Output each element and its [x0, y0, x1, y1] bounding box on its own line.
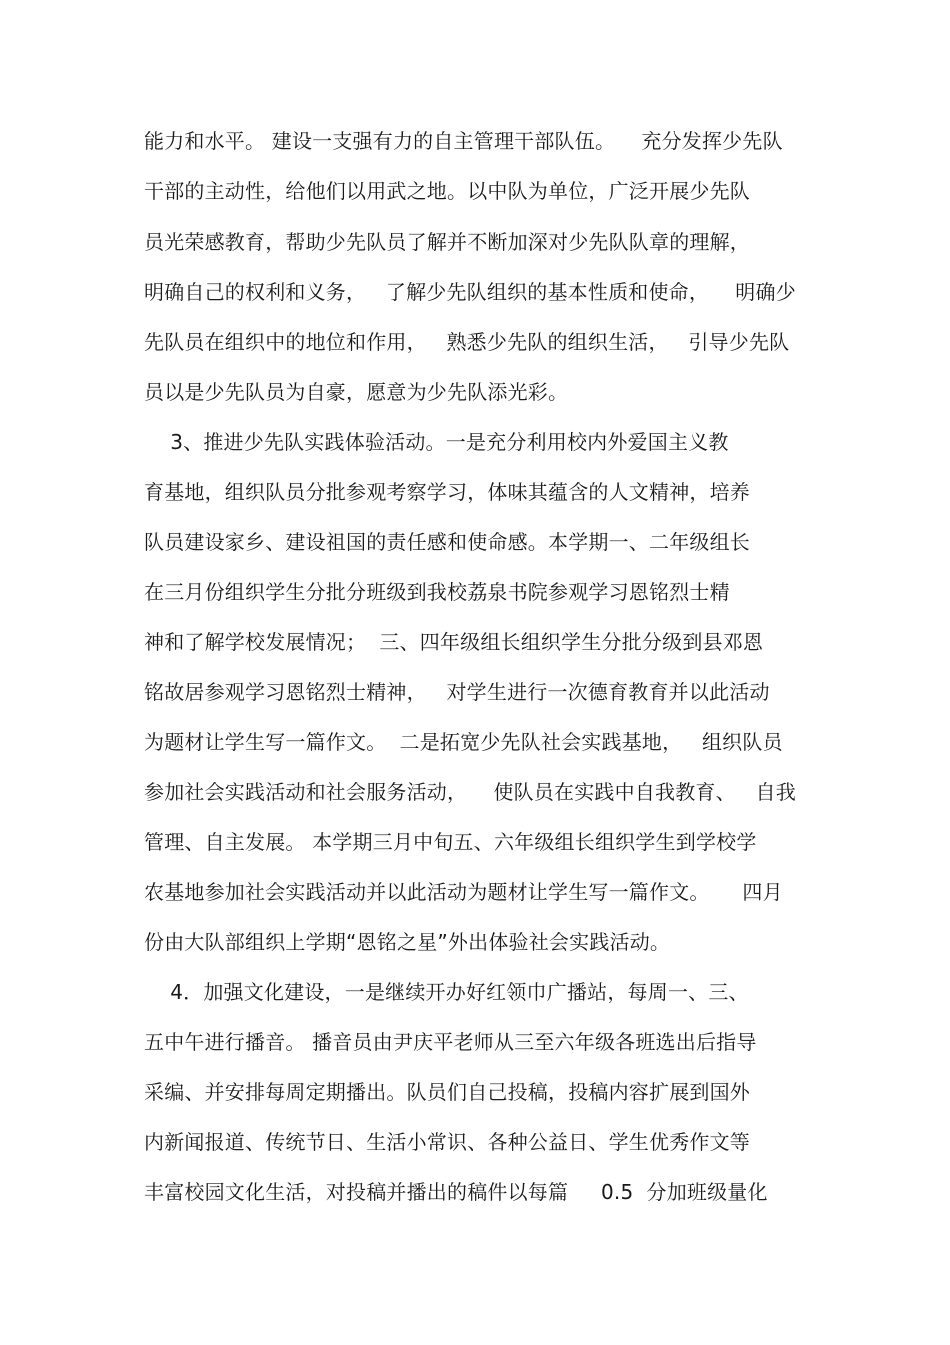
text-line: 管理、自主发展。 本学期三月中旬五、六年级组长组织学生到学校学: [144, 830, 757, 854]
text-line: 员光荣感教育，帮助少先队员了解并不断加深对少先队队章的理解，: [144, 230, 750, 254]
text-line: 铭故居参观学习恩铭烈士精神， 对学生进行一次德育教育并以此活动: [144, 680, 770, 704]
text-line: 神和了解学校发展情况； 三、四年级组长组织学生分批分级到县邓恩: [144, 630, 764, 654]
text-line: 能力和水平。 建设一支强有力的自主管理干部队伍。 充分发挥少先队: [144, 129, 783, 153]
text-line: 先队员在组织中的地位和作用， 熟悉少先队的组织生活， 引导少先队: [144, 330, 790, 354]
text-line: 五中午进行播音。 播音员由尹庆平老师从三至六年级各班选出后指导: [144, 1030, 757, 1054]
text-line: 为题材让学生写一篇作文。 二是拓宽少先队社会实践基地， 组织队员: [144, 730, 783, 754]
text-line: 在三月份组织学生分批分班级到我校荔泉书院参观学习恩铭烈士精: [144, 580, 730, 604]
text-line: 份由大队部组织上学期“恩铭之星”外出体验社会实践活动。: [144, 930, 671, 954]
text-line: 员以是少先队员为自豪，愿意为少先队添光彩。: [144, 380, 569, 404]
text-line: 农基地参加社会实践活动并以此活动为题材让学生写一篇作文。 四月: [144, 880, 783, 904]
paragraph-3-first-line: 3、推进少先队实践体验活动。一是充分利用校内外爱国主义教: [144, 430, 729, 454]
text-line: 队员建设家乡、建设祖国的责任感和使命感。本学期一、二年级组长: [144, 530, 750, 554]
text-line: 明确自己的权利和义务， 了解少先队组织的基本性质和使命， 明确少: [144, 280, 796, 304]
paragraph-4-first-line: 4．加强文化建设，一是继续开办好红领巾广播站，每周一、三、: [144, 980, 749, 1004]
text-line: 采编、并安排每周定期播出。队员们自己投稿，投稿内容扩展到国外: [144, 1080, 750, 1104]
text-line: 干部的主动性，给他们以用武之地。以中队为单位，广泛开展少先队: [144, 179, 750, 203]
text-line: 育基地，组织队员分批参观考察学习，体味其蕴含的人文精神，培养: [144, 480, 750, 504]
text-line: 丰富校园文化生活，对投稿并播出的稿件以每篇 0.5 分加班级量化: [144, 1180, 768, 1204]
text-line: 参加社会实践活动和社会服务活动， 使队员在实践中自我教育、 自我: [144, 780, 796, 804]
text-line: 内新闻报道、传统节日、生活小常识、各种公益日、学生优秀作文等: [144, 1130, 750, 1154]
